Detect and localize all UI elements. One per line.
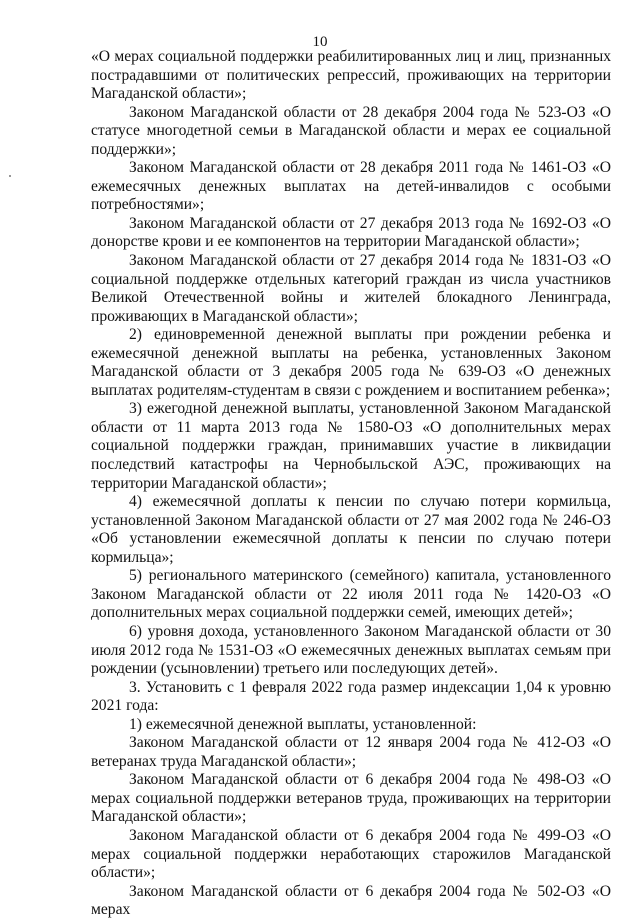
paragraph: 4) ежемесячной доплаты к пенсии по случаю потери кормильца, установленной Законом Магаданской области от 27 мая 2002 года № 246-ОЗ «Об установлении ежемесячной доплаты к пенсии по случаю потери кормильца»; [91, 493, 611, 566]
paragraph: Законом Магаданской области от 6 декабря 2004 года № 499-ОЗ «О мерах социальной поддержки неработающих старожилов Магаданской области»; [91, 826, 611, 882]
paragraph: Законом Магаданской области от 12 января 2004 года № 412-ОЗ «О ветеранах труда Магаданской области»; [91, 734, 611, 770]
paragraph: 1) ежемесячной денежной выплаты, установленной: [129, 715, 477, 733]
paragraph: Законом Магаданской области от 6 декабря 2004 года № 502-ОЗ «О мерах [91, 882, 611, 919]
paragraph: «О мерах социальной поддержки реабилитированных лиц и лиц, признанных пострадавшими от политических репрессий, проживающих на территории Магаданской области»; [91, 48, 611, 103]
paragraph: Законом Магаданской области от 6 декабря 2004 года № 498-ОЗ «О мерах социальной поддержки ветеранов труда, проживающих на территории Магаданской области»; [91, 771, 611, 826]
paragraph: 2) единовременной денежной выплаты при рождении ребенка и ежемесячной денежной выплаты на ребенка, установленных Законом Магаданской области от 3 декабря 2005 года № 639-ОЗ «О денежных выплатах родителям-студентам в связи с рождением и воспитанием ребенка»; [91, 326, 611, 399]
paragraph: Законом Магаданской области от 28 декабря 2004 года № 523-ОЗ «О статусе многодетной семьи в Магаданской области и мерах ее социальной поддержки»; [91, 103, 611, 158]
paragraph: Законом Магаданской области от 27 декабря 2014 года № 1831-ОЗ «О социальной поддержке отдельных категорий граждан из числа участников Великой Отечественной войны и жителей блокадного Ленинграда, проживающих в Магаданской области»; [91, 252, 611, 325]
paragraph: 3) ежегодной денежной выплаты, установленной Законом Магаданской области от 11 марта 2013 года № 1580-ОЗ «О дополнительных мерах социальной поддержки граждан, принимавших участие в ликвидации последствий катастрофы на Чернобыльской АЭС, проживающих на территории Магаданской области»; [91, 400, 611, 492]
page-number: 10 [312, 34, 328, 50]
document-body [91, 48, 611, 920]
paragraph: Законом Магаданской области от 28 декабря 2011 года № 1461-ОЗ «О ежемесячных денежных выплатах на детей-инвалидов с особыми потребностями»; [91, 159, 611, 214]
paragraph: 3. Установить с 1 февраля 2022 года размер индексации 1,04 к уровню 2021 года: [91, 678, 611, 715]
paragraph: Законом Магаданской области от 27 декабря 2013 года № 1692-ОЗ «О донорстве крови и ее компонентов на территории Магаданской области»; [91, 214, 611, 251]
paragraph: 5) регионального материнского (семейного) капитала, установленного Законом Магаданской области от 22 июля 2011 года № 1420-ОЗ «О дополнительных мерах социальной поддержки семей, имеющих детей»; [91, 567, 611, 622]
paragraph: 6) уровня дохода, установленного Законом Магаданской области от 30 июля 2012 года № 1531-ОЗ «О ежемесячных денежных выплатах семьям при рождении (усыновлении) третьего или последующих детей». [91, 622, 611, 678]
scan-speck [9, 175, 11, 177]
